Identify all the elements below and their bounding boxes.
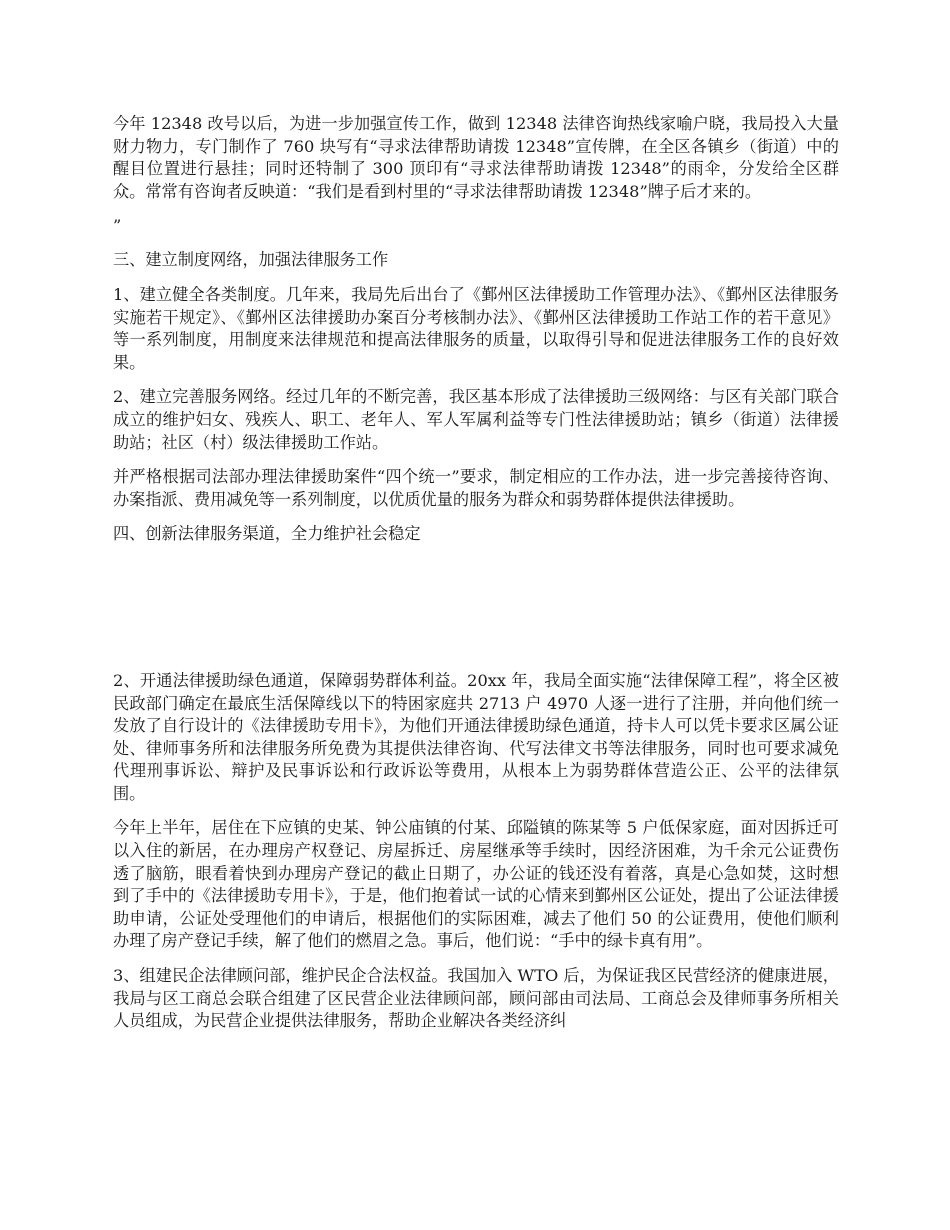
paragraph-four-unified: 并严格根据司法部办理法律援助案件“四个统一”要求，制定相应的工作办法，进一步完善接待咨询、办案指派、费用减免等一系列制度，以优质优量的服务为群众和弱势群体提供法律援助。 (113, 467, 839, 509)
paragraph-12348-publicity: 今年 12348 改号以后，为进一步加强宣传工作，做到 12348 法律咨询热线家喻户晓，我局投入大量财力物力，专门制作了 760 块写有“寻求法律帮助请拨 12348”宣传牌，在全区各镇乡（街道）中的醒目位置进行悬挂；同时还特制了 300 顶印有“寻求法律帮助请拨 12348”的雨伞，分发给全区群众。常常有咨询者反映道：“我们是看到村里的“寻求法律帮助请拨 12348”牌子后才来的。 (113, 114, 839, 201)
paragraph-private-enterprise: 3、组建民企法律顾问部，维护民企合法权益。我国加入 WTO 后，为保证我区民营经济的健康进展，我局与区工商总会联合组建了区民营企业法律顾问部，顾问部由司法局、工商总会及律师事务所相关人员组成，为民营企业提供法律服务，帮助企业解决各类经济纠 (113, 966, 839, 1031)
paragraph-green-channel: 2、开通法律援助绿色通道，保障弱势群体利益。20xx 年，我局全面实施“法律保障工程”，将全区被民政部门确定在最底生活保障线以下的特困家庭共 2713 户 4970 人逐一进行了注册，并向他们统一发放了自行设计的《法律援助专用卡》，为他们开通法律援助绿色通道，持卡人可以凭卡要求区属公证处、律师事务所和法律服务所免费为其提供法律咨询、代写法律文书等法律服务，同时也可要求减免代理刑事诉讼、辩护及民事诉讼和行政诉讼等费用，从根本上为弱势群体营造公正、公平的法律氛围。 (113, 670, 839, 803)
paragraph-systems: 1、建立健全各类制度。几年来，我局先后出台了《鄞州区法律援助工作管理办法》、《鄞州区法律服务实施若干规定》、《鄞州区法律援助办案百分考核制办法》、《鄞州区法律援助工作站工作的若干意见》等一系列制度，用制度来法律规范和提高法律服务的质量，以取得引导和促进法律服务工作的良好效果。 (113, 284, 839, 372)
section-heading-three: 三、建立制度网络，加强法律服务工作 (113, 250, 389, 270)
paragraph-closing-quote: ” (113, 216, 122, 236)
page-break-gap (113, 546, 839, 670)
document-page (113, 113, 839, 1033)
paragraph-low-income-case: 今年上半年，居住在下应镇的史某、钟公庙镇的付某、邱隘镇的陈某等 5 户低保家庭，面对因拆迁可以入住的新居，在办理房产权登记、房屋拆迁、房屋继承等手续时，因经济困难，为千余元公证费伤透了脑筋，眼看着快到办理房产登记的截止日期了，办公证的钱还没有着落，真是心急如焚，这时想到了手中的《法律援助专用卡》，于是，他们抱着试一试的心情来到鄞州区公证处，提出了公证法律援助申请，公证处受理他们的申请后，根据他们的实际困难，减去了他们 50 的公证费用，使他们顺利办理了房产登记手续，解了他们的燃眉之急。事后，他们说：“手中的绿卡真有用”。 (113, 818, 839, 951)
section-heading-four: 四、创新法律服务渠道，全力维护社会稳定 (113, 524, 421, 544)
paragraph-service-network: 2、建立完善服务网络。经过几年的不断完善，我区基本形成了法律援助三级网络：与区有关部门联合成立的维护妇女、残疾人、职工、老年人、军人军属利益等专门性法律援助站；镇乡（街道）法律援助站；社区（村）级法律援助工作站。 (113, 387, 839, 452)
